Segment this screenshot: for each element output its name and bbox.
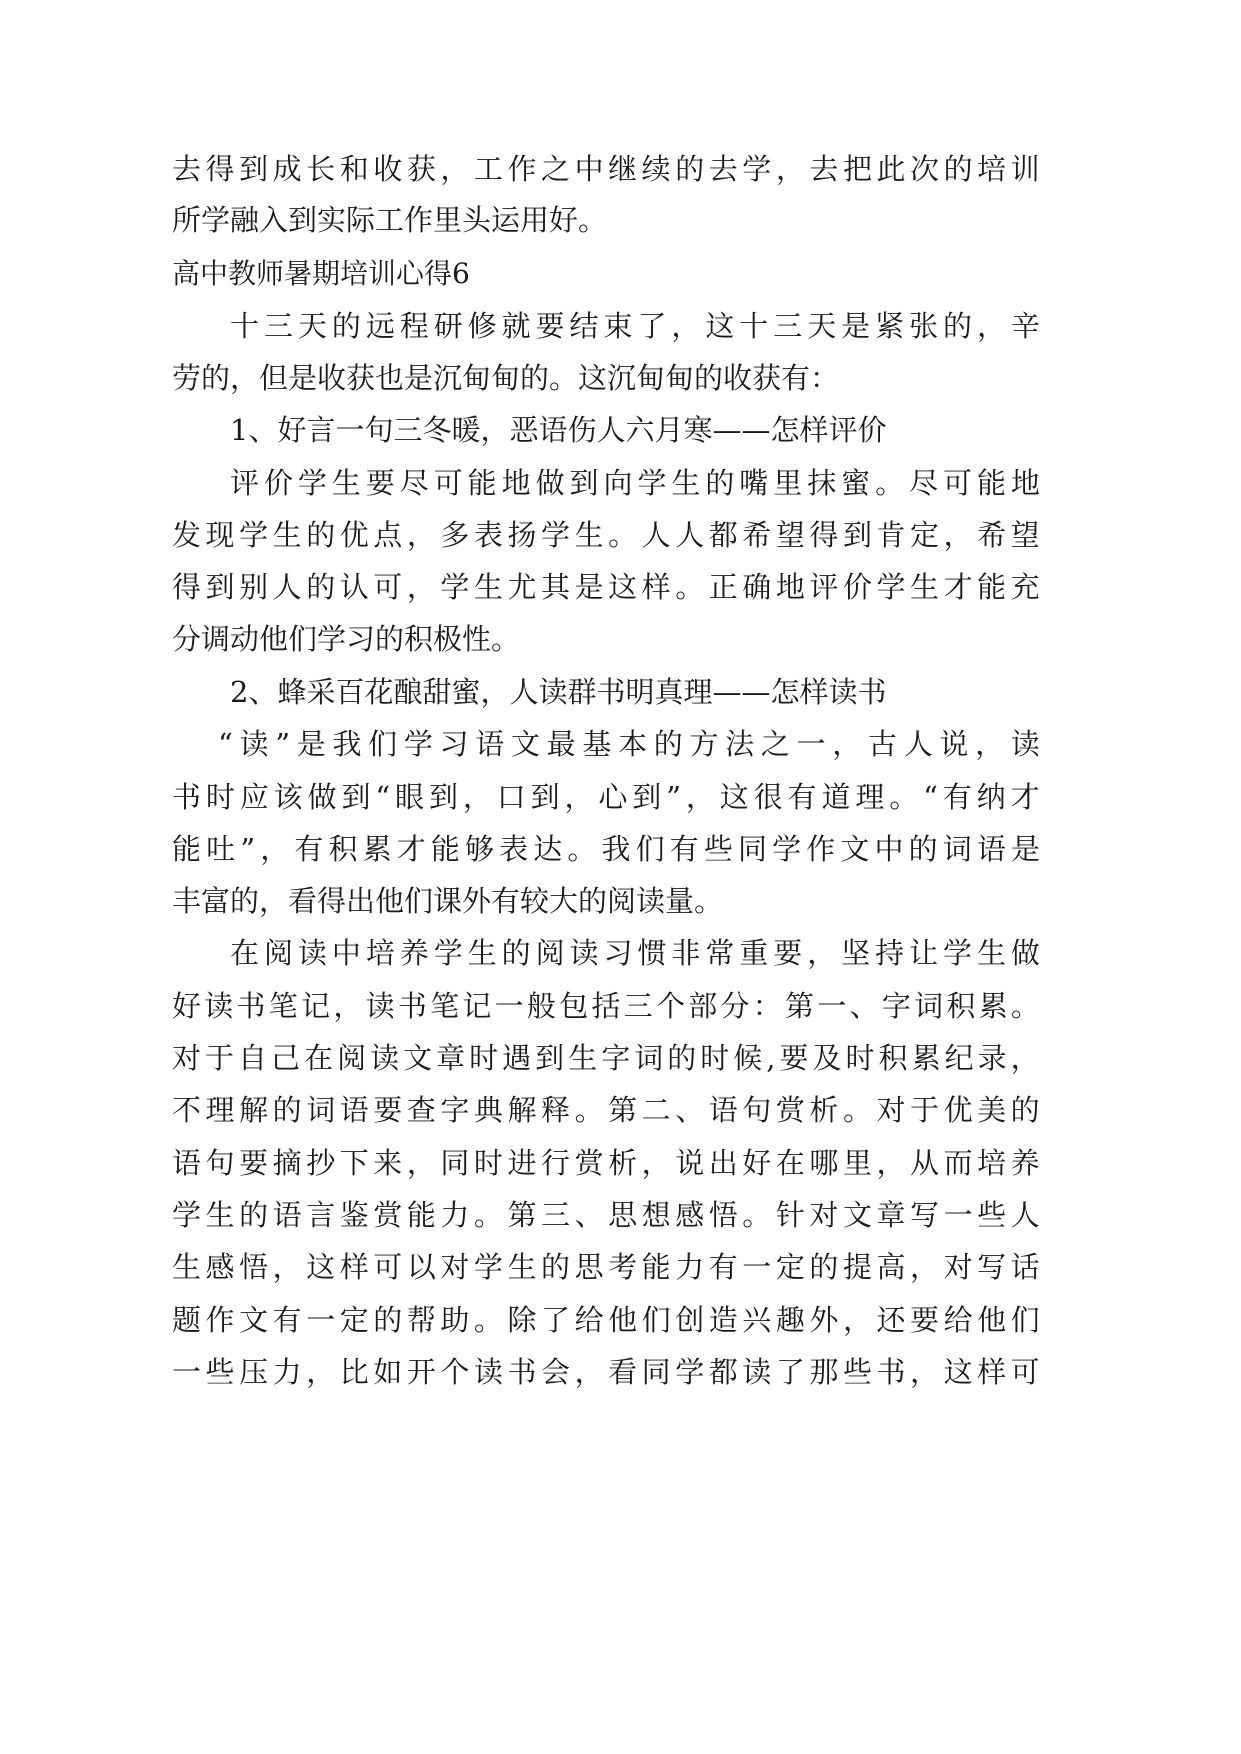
text-line-4: 十 三 天 的 远 程 研 修 就 要 结 束 了 ， 这 十 三 天 是 紧 张 的 ， 辛 bbox=[230, 309, 1040, 343]
text-line-24: 一 些 压 力 ， 比 如 开 个 读 书 会 ， 看 同 学 都 读 了 那 些 书 ， 这 样 可 bbox=[172, 1355, 1040, 1389]
text-line-22: 生 感 悟 ， 这 样 可 以 对 学 生 的 思 考 能 力 有 一 定 的 提 高 ， 对 写 话 bbox=[172, 1250, 1040, 1284]
text-line-16: 在 阅 读 中 培 养 学 生 的 阅 读 习 惯 非 常 重 要 ， 坚 持 让 学 生 做 bbox=[230, 936, 1040, 970]
section-heading: 高中教师暑期培训心得6 bbox=[172, 257, 470, 290]
text-line-10: 分调动他们学习的积极性。 bbox=[172, 622, 521, 656]
text-line-8: 发 现 学 生 的 优 点 ， 多 表 扬 学 生 。 人 人 都 希 望 得 到 肯 定 ， 希 望 bbox=[172, 518, 1040, 552]
text-line-17: 好 读 书 笔 记 ， 读 书 笔 记 一 般 包 括 三 个 部 分 ： 第 一 、 字 词 积 累 。 bbox=[172, 989, 1040, 1023]
text-line-23: 题 作 文 有 一 定 的 帮 助 。 除 了 给 他 们 创 造 兴 趣 外 ， 还 要 给 他 们 bbox=[172, 1303, 1040, 1337]
text-line-19: 不 理 解 的 词 语 要 查 字 典 解 释 。 第 二 、 语 句 赏 析 。 对 于 优 美 的 bbox=[172, 1093, 1040, 1127]
text-line-13: 书 时 应 该 做 到 “ 眼 到 ， 口 到 ， 心 到 ” ， 这 很 有 道 理 。 “ 有 纳 才 bbox=[172, 780, 1040, 814]
text-line-15: 丰富的，看得出他们课外有较大的阅读量。 bbox=[172, 884, 724, 918]
text-line-7: 评 价 学 生 要 尽 可 能 地 做 到 向 学 生 的 嘴 里 抹 蜜 。 尽 可 能 地 bbox=[230, 466, 1040, 500]
text-line-9: 得 到 别 人 的 认 可 ， 学 生 尤 其 是 这 样 。 正 确 地 评 价 学 生 才 能 充 bbox=[172, 570, 1040, 604]
subheading-1: 1、好言一句三冬暖，恶语伤人六月寒——怎样评价 bbox=[230, 413, 887, 447]
text-line-18: 对 于 自 己 在 阅 读 文 章 时 遇 到 生 字 词 的 时 候 , 要 及 时 积 累 纪 录 ， bbox=[172, 1041, 1040, 1075]
text-line-2: 所学融入到实际工作里头运用好。 bbox=[172, 203, 608, 237]
text-line-12: “ 读 ” 是 我 们 学 习 语 文 最 基 本 的 方 法 之 一 ， 古 人 说 ， 读 bbox=[218, 727, 1040, 761]
text-line-1: 去 得 到 成 长 和 收 获 ， 工 作 之 中 继 续 的 去 学 ， 去 把 此 次 的 培 训 bbox=[172, 152, 1040, 186]
text-line-14: 能 吐 ” ， 有 积 累 才 能 够 表 达 。 我 们 有 些 同 学 作 文 中 的 词 语 是 bbox=[172, 832, 1040, 866]
text-line-5: 劳的，但是收获也是沉甸甸的。这沉甸甸的收获有： bbox=[172, 361, 840, 395]
subheading-2: 2、蜂采百花酿甜蜜，人读群书明真理——怎样读书 bbox=[230, 675, 887, 709]
text-line-21: 学 生 的 语 言 鉴 赏 能 力 。 第 三 、 思 想 感 悟 。 针 对 文 章 写 一 些 人 bbox=[172, 1198, 1040, 1232]
text-line-20: 语 句 要 摘 抄 下 来 ， 同 时 进 行 赏 析 ， 说 出 好 在 哪 里 ， 从 而 培 养 bbox=[172, 1146, 1040, 1180]
